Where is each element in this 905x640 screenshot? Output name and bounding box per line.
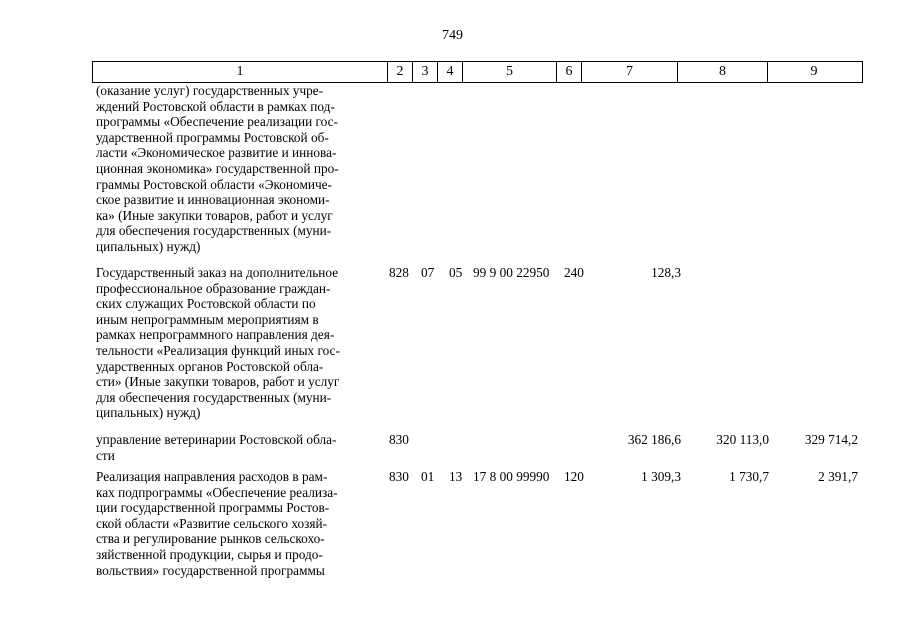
column-header-4: 4	[438, 62, 463, 82]
row-target-code: 99 9 00 22950	[473, 265, 550, 280]
column-header-9: 9	[810, 64, 818, 79]
column-header-7: 7	[582, 62, 678, 82]
row-amount-col9: 329 714,2	[804, 432, 858, 447]
row-subsection-code: 05	[449, 265, 463, 280]
row-expense-type: 120	[564, 469, 584, 484]
row-subsection-code: 13	[449, 469, 463, 484]
row-amount-col8: 1 730,7	[729, 469, 769, 484]
row-target-code: 17 8 00 99990	[473, 469, 550, 484]
row-name: управление ветеринарии Ростовской обла- сти	[96, 432, 337, 463]
page-number: 749	[442, 28, 463, 43]
column-header-6: 6	[557, 62, 582, 82]
row-amount-col8: 320 113,0	[716, 432, 769, 447]
row-ministry-code: 830	[389, 432, 409, 447]
row-name: (оказание услуг) государственных учре- ждений Ростовской области в рамках под- программы «Обеспечение реализации гос- ударственной программы Ростовской об- ласти «Экономическое развитие и иннова- ционная экономика» государственной про- граммы Ростовской области «Экономиче- ское развитие и инновационная экономи- ка» (Иные закупки товаров, работ и услуг для обеспечения государственных (муни- ципальных) нужд)	[96, 83, 339, 254]
row-ministry-code: 828	[389, 265, 409, 280]
row-amount-col7: 362 186,6	[627, 432, 681, 447]
row-expense-type: 240	[564, 265, 584, 280]
column-header-1: 1	[93, 62, 388, 82]
row-amount-col7: 1 309,3	[641, 469, 681, 484]
row-section-code: 07	[421, 265, 435, 280]
column-header-2: 2	[388, 62, 413, 82]
row-amount-col9: 2 391,7	[818, 469, 858, 484]
row-name: Реализация направления расходов в рам- ках подпрограммы «Обеспечение реализа- ции государственной программы Ростов- ской области «Развитие сельского хозяй- ства и регулирование рынков сельскохо- зяйственной продукции, сырья и продо- вольствия» государственной программы	[96, 469, 338, 578]
row-ministry-code: 830	[389, 469, 409, 484]
row-section-code: 01	[421, 469, 435, 484]
table-header	[92, 61, 863, 83]
column-header-3: 3	[413, 62, 438, 82]
row-amount-col7: 128,3	[651, 265, 681, 280]
column-header-8: 8	[678, 62, 768, 82]
row-name: Государственный заказ на дополнительное профессиональное образование граждан- ских служащих Ростовской области по иным непрограммным мероприятиям в рамках непрограммного направления дея- тельности «Реализация функций иных гос- ударственных органов Ростовской обла- сти» (Иные закупки товаров, работ и услуг для обеспечения государственных (муни- ципальных) нужд)	[96, 265, 340, 421]
column-header-5: 5	[463, 62, 557, 82]
